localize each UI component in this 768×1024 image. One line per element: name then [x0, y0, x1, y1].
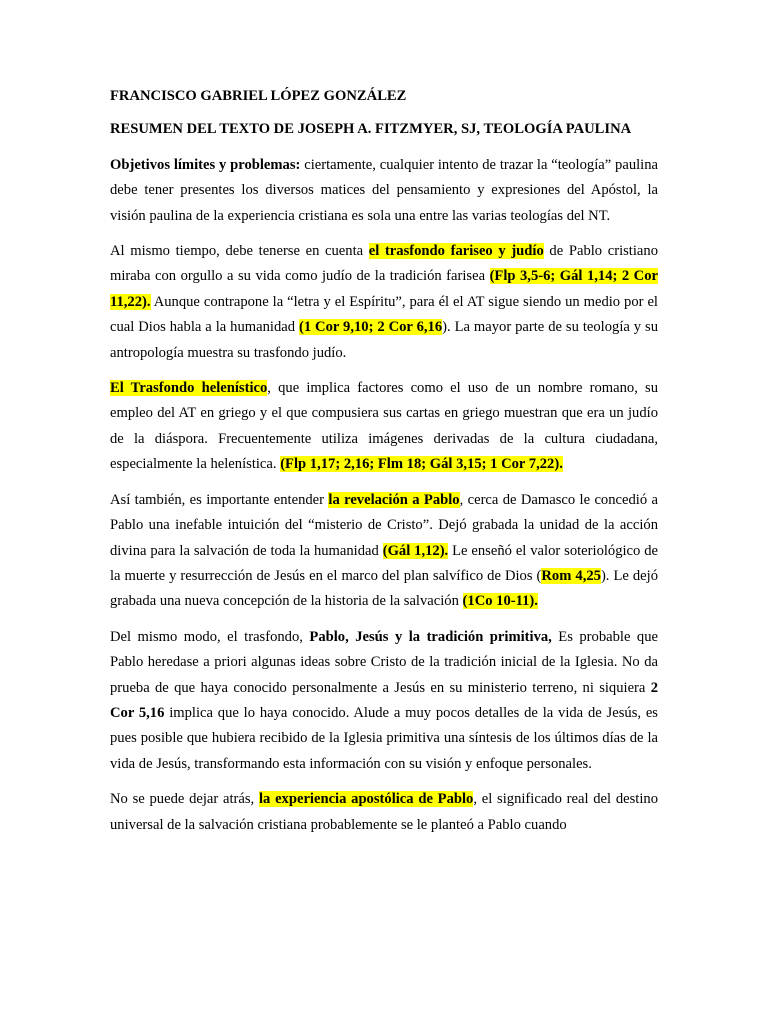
paragraph-text: , cerca de Damasco le concedió a Pablo una inefable intuición del “misterio de Cristo”. Dejó grabada la unidad de la acción divina para la salvación de toda la humanidad: [110, 491, 658, 559]
paragraph-text: ). La mayor parte de su teología y su antropología muestra su trasfondo judío.: [110, 319, 658, 361]
paragraph-objetivos: [110, 153, 658, 229]
highlighted-reference: (1 Cor 9,10; 2 Cor 6,16: [298, 319, 443, 336]
bold-reference: 2 Cor 5,16: [110, 679, 658, 721]
paragraph-text: Del mismo modo, el trasfondo,: [110, 628, 310, 645]
paragraph-text: Es probable que Pablo heredase a priori algunas ideas sobre Cristo de la tradición inicial de la Iglesia. No da prueba de que haya conocido personalmente a Jesús en su ministerio terreno, ni siquiera: [110, 628, 658, 696]
document-page: [110, 84, 658, 848]
paragraph-text: Le enseñó el valor soteriológico de la muerte y resurrección de Jesús en el marco del plan salvífico de Dios (: [110, 542, 659, 584]
highlighted-reference: (Flp 1,17; 2,16; Flm 18; Gál 3,15; 1 Cor 7,22).: [280, 456, 563, 473]
paragraph-tradicion-primitiva: [110, 625, 658, 777]
paragraph-revelacion: [110, 488, 658, 615]
paragraph-text: ciertamente, cualquier intento de trazar la “teología” paulina debe tener presentes los diversos matices del pensamiento y expresiones del Apóstol, la visión paulina de la experiencia cristiana es sola una entre las varias teologías del NT.: [110, 156, 658, 224]
highlighted-phrase: el trasfondo fariseo y judío: [368, 243, 544, 260]
paragraph-trasfondo-helenistico: [110, 376, 658, 478]
paragraph-text: ). Le dejó grabada una nueva concepción de la historia de la salvación: [110, 567, 658, 610]
highlighted-reference: Rom 4,25: [541, 567, 601, 584]
highlighted-reference: (Gál 1,12).: [382, 542, 449, 559]
paragraph-text: Aunque contrapone la “letra y el Espíritu”, para él el AT sigue siendo un medio por el cual Dios habla a la humanidad: [110, 293, 658, 336]
paragraph-text: implica que lo haya conocido. Alude a muy pocos detalles de la vida de Jesús, es pues posible que hubiera recibido de la Iglesia primitiva una síntesis de los últimos días de la vida de Jesús, transformando esta información con su visión y enfoque personales.: [110, 704, 658, 772]
paragraph-trasfondo-judio: [110, 239, 658, 366]
paragraph-text: de Pablo cristiano miraba con orgullo a su vida como judío de la tradición farisea: [110, 243, 658, 285]
highlighted-phrase: El Trasfondo helenístico: [110, 380, 268, 397]
document-title: RESUMEN DEL TEXTO DE JOSEPH A. FITZMYER, SJ, TEOLOGÍA PAULINA: [110, 121, 632, 138]
bold-phrase: Pablo, Jesús y la tradición primitiva,: [309, 628, 552, 645]
highlighted-reference: (1Co 10-11).: [462, 593, 538, 610]
paragraph-text: Así también, es importante entender: [110, 491, 329, 508]
highlighted-phrase: la experiencia apostólica de Pablo: [258, 791, 474, 808]
paragraph-text: No se puede dejar atrás,: [110, 791, 259, 808]
highlighted-reference: (Flp 3,5-6; Gál 1,14; 2 Cor 11,22).: [110, 268, 658, 310]
highlighted-phrase: la revelación a Pablo: [328, 491, 460, 508]
paragraph-text: , el significado real del destino universal de la salvación cristiana probablemente se le planteó a Pablo cuando: [110, 791, 658, 833]
paragraph-experiencia-apostolica: [110, 787, 658, 838]
author-name: FRANCISCO GABRIEL LÓPEZ GONZÁLEZ: [110, 88, 407, 104]
paragraph-text: , que implica factores como el uso de un nombre romano, su empleo del AT en griego y el que compusiera sus cartas en griego muestran que era un judío de la diáspora. Frecuentemente utiliza imágenes derivadas de la cultura ciudadana, especialmente la helenística.: [110, 380, 659, 473]
paragraph-lead: Objetivos límites y problemas:: [110, 156, 301, 173]
paragraph-text: Al mismo tiempo, debe tenerse en cuenta: [110, 243, 369, 260]
